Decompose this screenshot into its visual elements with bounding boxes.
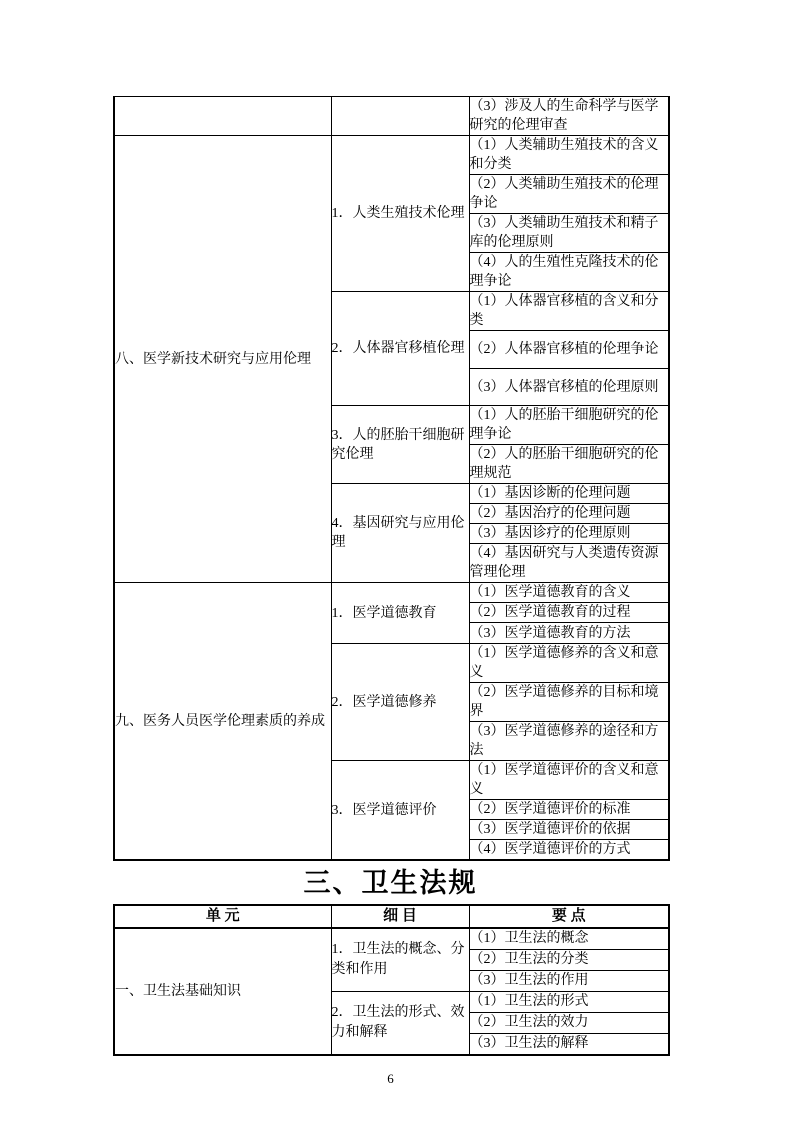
syllabus-table-medical-ethics [113, 96, 670, 861]
point-cell: （3）医学道德修养的途径和方法 [469, 722, 669, 761]
point-cell: （1）医学道德评价的含义和意义 [469, 761, 669, 800]
section-heading: 三、卫生法规 [303, 868, 478, 898]
point-cell: （1）人体器官移植的含义和分类 [469, 292, 669, 331]
point-cell: （3）卫生法的作用 [469, 971, 669, 992]
column-header-unit: 单 元 [114, 905, 331, 928]
unit-cell: 八、医学新技术研究与应用伦理 [114, 136, 331, 583]
point-cell: （4）基因研究与人类遗传资源管理伦理 [469, 544, 669, 583]
point-cell: （3）涉及人的生命科学与医学研究的伦理审查 [469, 97, 669, 136]
column-header-point: 要 点 [469, 905, 669, 928]
detail-cell: 2．医学道德修养 [331, 644, 469, 761]
point-cell: （2）人的胚胎干细胞研究的伦理规范 [469, 445, 669, 484]
detail-cell: 3．医学道德评价 [331, 761, 469, 861]
point-cell: （1）基因诊断的伦理问题 [469, 484, 669, 504]
point-cell: （2）人体器官移植的伦理争论 [469, 331, 669, 369]
unit-cell [114, 97, 331, 136]
point-cell: （2）医学道德评价的标准 [469, 800, 669, 820]
detail-cell: 3．人的胚胎干细胞研究伦理 [331, 406, 469, 484]
point-cell: （2）医学道德修养的目标和境界 [469, 683, 669, 722]
point-cell: （1）卫生法的概念 [469, 928, 669, 950]
page-number: 6 [387, 1071, 394, 1086]
point-cell: （2）基因治疗的伦理问题 [469, 504, 669, 524]
column-header-detail: 细 目 [331, 905, 469, 928]
detail-cell: 1．人类生殖技术伦理 [331, 136, 469, 292]
point-cell: （3）人类辅助生殖技术和精子库的伦理原则 [469, 214, 669, 253]
point-cell: （1）医学道德教育的含义 [469, 583, 669, 603]
point-cell: （1）人类辅助生殖技术的含义和分类 [469, 136, 669, 175]
point-cell: （2）卫生法的分类 [469, 950, 669, 971]
detail-cell: 2．卫生法的形式、效力和解释 [331, 992, 469, 1056]
point-cell: （3）人体器官移植的伦理原则 [469, 369, 669, 406]
unit-cell: 九、医务人员医学伦理素质的养成 [114, 583, 331, 861]
unit-cell: 一、卫生法基础知识 [114, 928, 331, 1055]
point-cell: （1）人的胚胎干细胞研究的伦理争论 [469, 406, 669, 445]
detail-cell: 4．基因研究与应用伦理 [331, 484, 469, 583]
detail-cell: 1．卫生法的概念、分类和作用 [331, 928, 469, 992]
point-cell: （3）医学道德评价的依据 [469, 820, 669, 840]
syllabus-table-health-law [113, 904, 670, 1056]
point-cell: （3）卫生法的解释 [469, 1034, 669, 1056]
point-cell: （2）医学道德教育的过程 [469, 603, 669, 623]
detail-cell: 2．人体器官移植伦理 [331, 292, 469, 406]
detail-cell: 1．医学道德教育 [331, 583, 469, 644]
detail-cell [331, 97, 469, 136]
point-cell: （2）人类辅助生殖技术的伦理争论 [469, 175, 669, 214]
point-cell: （3）医学道德教育的方法 [469, 623, 669, 644]
point-cell: （4）人的生殖性克隆技术的伦理争论 [469, 253, 669, 292]
point-cell: （1）卫生法的形式 [469, 992, 669, 1013]
point-cell: （3）基因诊疗的伦理原则 [469, 524, 669, 544]
point-cell: （4）医学道德评价的方式 [469, 840, 669, 861]
point-cell: （2）卫生法的效力 [469, 1013, 669, 1034]
point-cell: （1）医学道德修养的含义和意义 [469, 644, 669, 683]
